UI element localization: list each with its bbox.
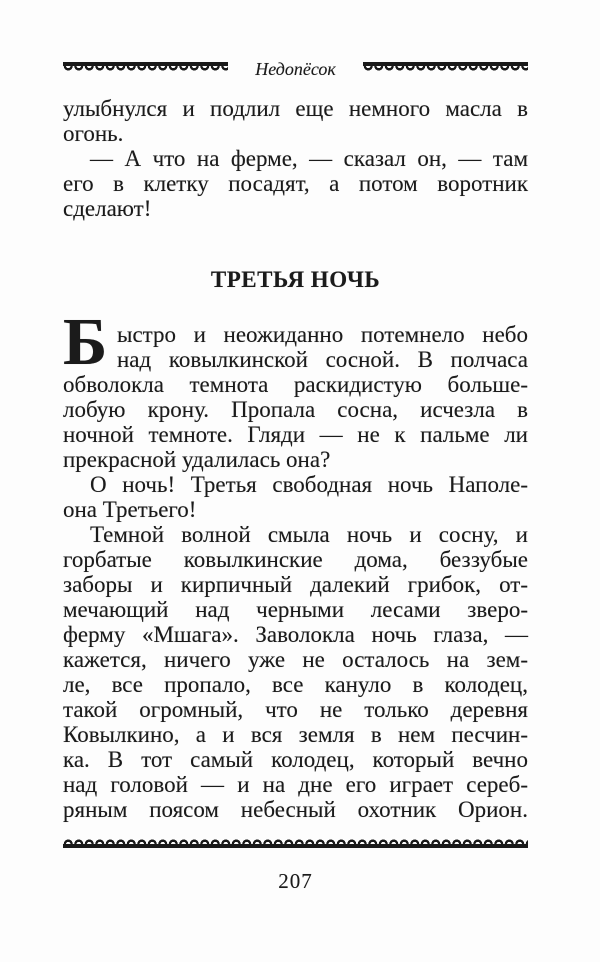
ornament-chain-bottom (63, 834, 528, 848)
page-header (63, 59, 528, 81)
ornament-chain-left (63, 62, 228, 76)
page-body (63, 96, 528, 822)
paragraph (63, 472, 528, 522)
text-line: огонь. (63, 121, 124, 146)
text-line: заборы и кирпичный далекий грибок, от- (63, 572, 528, 597)
text-line: лобую крону. Пропала сосна, исчезла в (63, 397, 528, 422)
text-line: мечающий над черными лесами зверо- (63, 597, 528, 622)
text-line: ка. В тот самый колодец, который вечно (63, 747, 528, 772)
text-line: Темной волной смыла ночь и сосну, и (90, 522, 528, 547)
text-line: горбатые ковылкинские дома, беззубые (63, 547, 528, 572)
ornament-chain-right (363, 62, 528, 76)
text-line: улыбнулся и подлил еще немного масла в (63, 96, 528, 121)
running-title: Недопёсок (255, 59, 336, 79)
drop-cap-letter: Б (63, 305, 108, 379)
paragraph-with-dropcap (63, 305, 528, 472)
text-line: такой огромный, что не только деревня (63, 697, 528, 722)
text-line: сделают! (63, 196, 152, 221)
chapter-title: ТРЕТЬЯ НОЧЬ (210, 267, 381, 292)
text-line: ле, все пропало, все кануло в колодец, (63, 672, 528, 697)
page-number: 207 (278, 869, 313, 893)
paragraph (63, 146, 528, 221)
text-line: Ковылкино, а и вся земля в нем песчин- (63, 722, 528, 747)
text-line: она Третьего! (63, 497, 197, 522)
text-line: ночной темноте. Гляди — не к пальме ли (63, 422, 528, 447)
text-line: обволокла темнота раскидистую больше- (63, 372, 528, 397)
text-line: его в клетку посадят, а потом воротник (63, 171, 528, 196)
paragraph (63, 96, 528, 146)
text-line: — А что на ферме, — сказал он, — там (90, 146, 528, 171)
text-line: прекрасной удалилась она? (63, 447, 331, 472)
text-line: кажется, ничего уже не осталось на зем- (63, 647, 528, 672)
text-line: над ковылкинской сосной. В полчаса (117, 347, 528, 372)
text-line: О ночь! Третья свободная ночь Наполе- (90, 472, 528, 497)
text-line: над головой — и на дне его играет сереб- (63, 772, 528, 797)
text-line: ыстро и неожиданно потемнело небо (117, 322, 528, 347)
text-line: ряным поясом небесный охотник Орион. (63, 797, 528, 822)
text-line: ферму «Мшага». Заволокла ночь глаза, — (63, 622, 528, 647)
paragraph (63, 522, 528, 822)
